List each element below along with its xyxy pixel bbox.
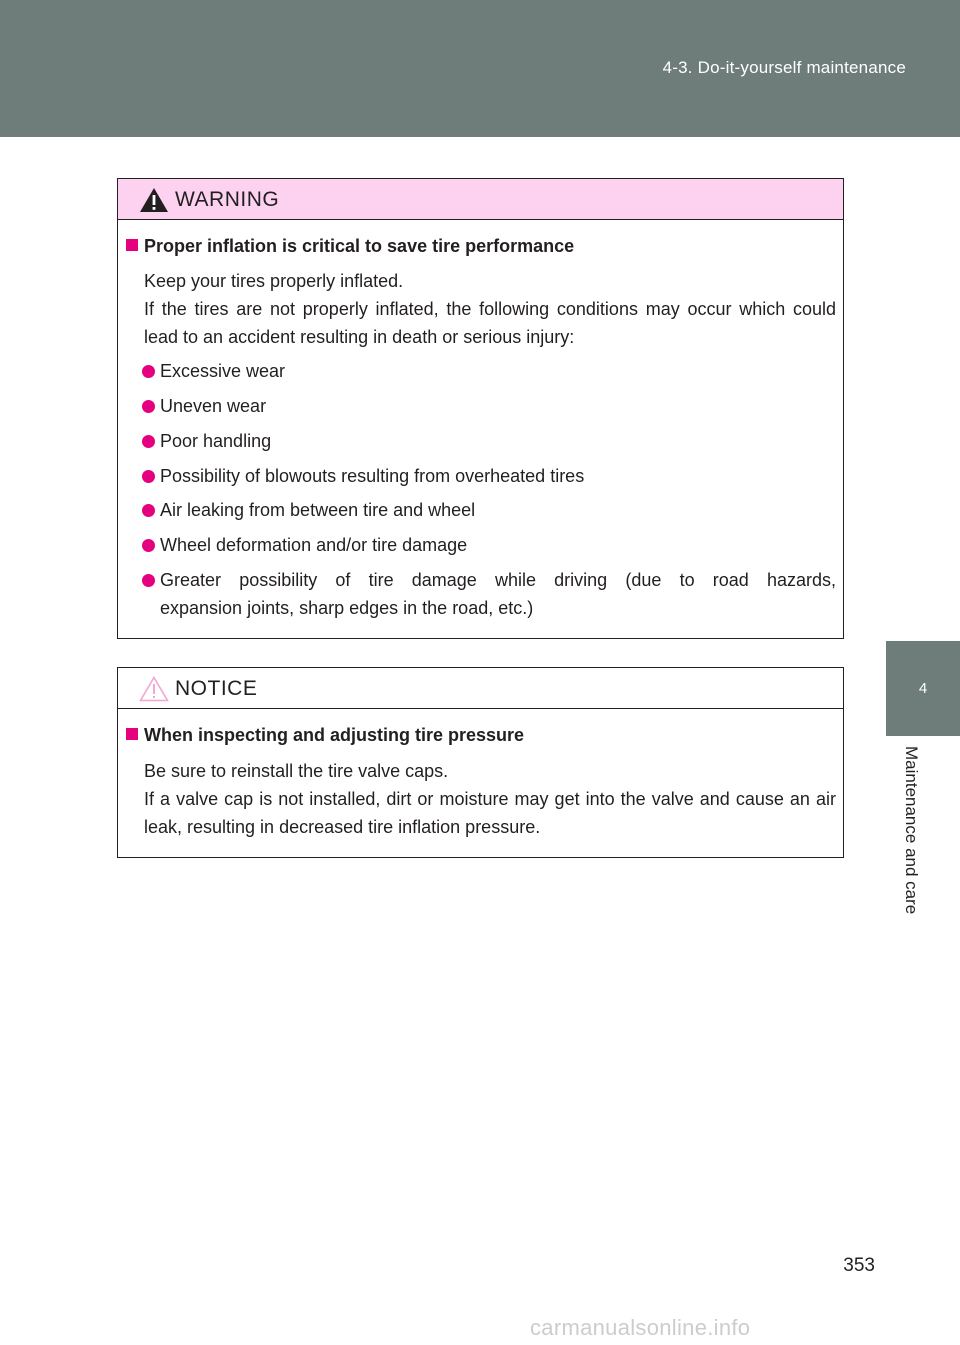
square-bullet-icon bbox=[126, 728, 138, 740]
bullet-dot-icon bbox=[142, 435, 155, 448]
list-item bbox=[138, 462, 836, 490]
list-item-text: Poor handling bbox=[160, 431, 272, 451]
list-item-text: Uneven wear bbox=[160, 396, 267, 416]
bullet-dot-icon bbox=[142, 574, 155, 587]
square-bullet-icon bbox=[126, 239, 138, 251]
warning-box bbox=[117, 178, 844, 639]
bullet-dot-icon bbox=[142, 539, 155, 552]
list-item bbox=[138, 566, 836, 594]
notice-box bbox=[117, 667, 844, 858]
list-item-continuation bbox=[138, 594, 836, 622]
bullet-dot-icon bbox=[142, 365, 155, 378]
notice-subheading bbox=[126, 725, 524, 746]
warning-title: WARNING bbox=[175, 188, 280, 211]
list-item-text: Possibility of blowouts resulting from overheated tires bbox=[160, 466, 585, 486]
list-item-text: expansion joints, sharp edges in the road, etc.) bbox=[160, 598, 534, 618]
warning-header bbox=[118, 179, 843, 220]
notice-header bbox=[118, 668, 843, 709]
chapter-number: 4 bbox=[918, 680, 928, 697]
list-item-text: Air leaking from between tire and wheel bbox=[160, 500, 476, 520]
watermark: carmanualsonline.info bbox=[530, 1315, 751, 1340]
list-item-text: Excessive wear bbox=[160, 361, 286, 381]
list-item bbox=[138, 496, 836, 524]
page-number: 353 bbox=[843, 1255, 875, 1276]
warning-subheading bbox=[126, 236, 574, 257]
list-item bbox=[138, 427, 836, 455]
caution-triangle-icon bbox=[139, 676, 169, 702]
notice-para-1: Be sure to reinstall the tire valve caps. bbox=[144, 761, 449, 781]
chapter-label: Maintenance and care bbox=[902, 746, 921, 915]
warning-para-2: If the tires are not properly inflated, the following conditions may occur which could lead to an accident resulting in death or serious injury: bbox=[144, 299, 836, 347]
chapter-tab bbox=[886, 641, 960, 736]
notice-para-2: If a valve cap is not installed, dirt or moisture may get into the valve and cause an air leak, resulting in decreased tire inflation pressure. bbox=[144, 789, 836, 837]
bullet-dot-icon bbox=[142, 400, 155, 413]
page-header bbox=[0, 0, 960, 137]
warning-subheading-text: Proper inflation is critical to save tire performance bbox=[144, 236, 575, 256]
notice-title: NOTICE bbox=[175, 677, 258, 700]
list-item bbox=[138, 392, 836, 420]
list-item bbox=[138, 531, 836, 559]
warning-triangle-icon bbox=[139, 187, 169, 213]
section-title: 4-3. Do-it-yourself maintenance bbox=[662, 58, 906, 77]
notice-subheading-text: When inspecting and adjusting tire pressure bbox=[144, 725, 525, 745]
bullet-dot-icon bbox=[142, 470, 155, 483]
bullet-dot-icon bbox=[142, 504, 155, 517]
list-item-text: Greater possibility of tire damage while driving (due to road hazards, bbox=[160, 570, 836, 590]
list-item bbox=[138, 357, 836, 385]
list-item-text: Wheel deformation and/or tire damage bbox=[160, 535, 468, 555]
warning-para-1: Keep your tires properly inflated. bbox=[144, 271, 404, 291]
